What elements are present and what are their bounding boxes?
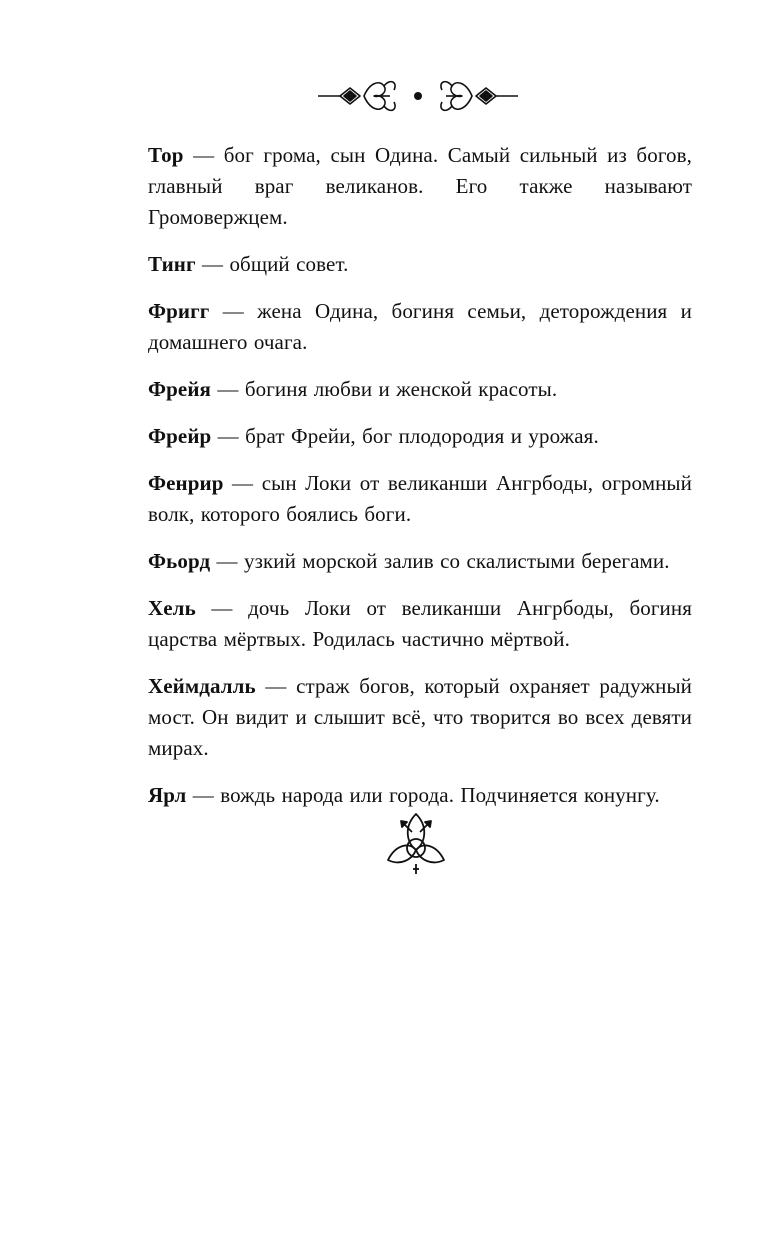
- triquetra-knot-icon: [382, 806, 450, 876]
- glossary-dash: —: [186, 783, 221, 807]
- glossary-definition: жена Одина, богиня семьи, деторождения и домашнего очага.: [148, 299, 692, 354]
- glossary-definition: дочь Локи от великанши Ангрбоды, богиня царства мёртвых. Родилась частично мёртвой.: [148, 596, 692, 651]
- glossary-definition: узкий морской залив со скалистыми берегами.: [243, 549, 670, 573]
- glossary-entry-freyr: [148, 421, 692, 452]
- glossary-definition: бог грома, сын Одина. Самый сильный из богов, главный враг великанов. Его также называют Громовержцем.: [148, 143, 692, 229]
- glossary-dash: —: [211, 377, 245, 401]
- glossary-term: Фрейр: [148, 424, 212, 448]
- glossary-definition: сын Локи от великанши Ангрбоды, огромный волк, которого боялись боги.: [148, 471, 692, 526]
- glossary-entry-frigg: [148, 296, 692, 358]
- glossary-dash: —: [210, 549, 244, 573]
- glossary-dash: —: [183, 143, 224, 167]
- glossary-entry-hel: [148, 593, 692, 655]
- glossary-definition: страж богов, который охраняет радужный мост. Он видит и слышит всё, что творится во всех девяти мирах.: [148, 674, 692, 760]
- glossary-definition: общий совет.: [229, 252, 349, 276]
- glossary-definition: брат Фрейи, бог плодородия и урожая.: [245, 424, 599, 448]
- glossary-dash: —: [195, 596, 249, 620]
- glossary-dash: —: [195, 252, 230, 276]
- glossary-entry-fenrir: [148, 468, 692, 530]
- glossary-dash: —: [209, 299, 258, 323]
- glossary-term: Фенрир: [148, 471, 224, 495]
- glossary-entry-freya: [148, 374, 692, 405]
- norse-knot-divider-icon: [318, 72, 518, 120]
- glossary-dash: —: [255, 674, 297, 698]
- glossary-dash: —: [223, 471, 262, 495]
- glossary-term: Ярл: [148, 783, 187, 807]
- glossary-entry-ting: [148, 249, 692, 280]
- glossary-entry-tor: [148, 140, 692, 233]
- glossary-entry-fjord: [148, 546, 692, 577]
- glossary-list: [148, 140, 692, 827]
- glossary-dash: —: [211, 424, 246, 448]
- glossary-term: Хеймдалль: [148, 674, 256, 698]
- glossary-term: Тор: [148, 143, 184, 167]
- glossary-term: Фригг: [148, 299, 210, 323]
- glossary-definition: вождь народа или города. Подчиняется конунгу.: [220, 783, 660, 807]
- glossary-term: Хель: [148, 596, 196, 620]
- glossary-definition: богиня любви и женской красоты.: [244, 377, 558, 401]
- glossary-entry-heimdall: [148, 671, 692, 764]
- glossary-term: Фрейя: [148, 377, 211, 401]
- glossary-term: Фьорд: [148, 549, 211, 573]
- glossary-term: Тинг: [148, 252, 196, 276]
